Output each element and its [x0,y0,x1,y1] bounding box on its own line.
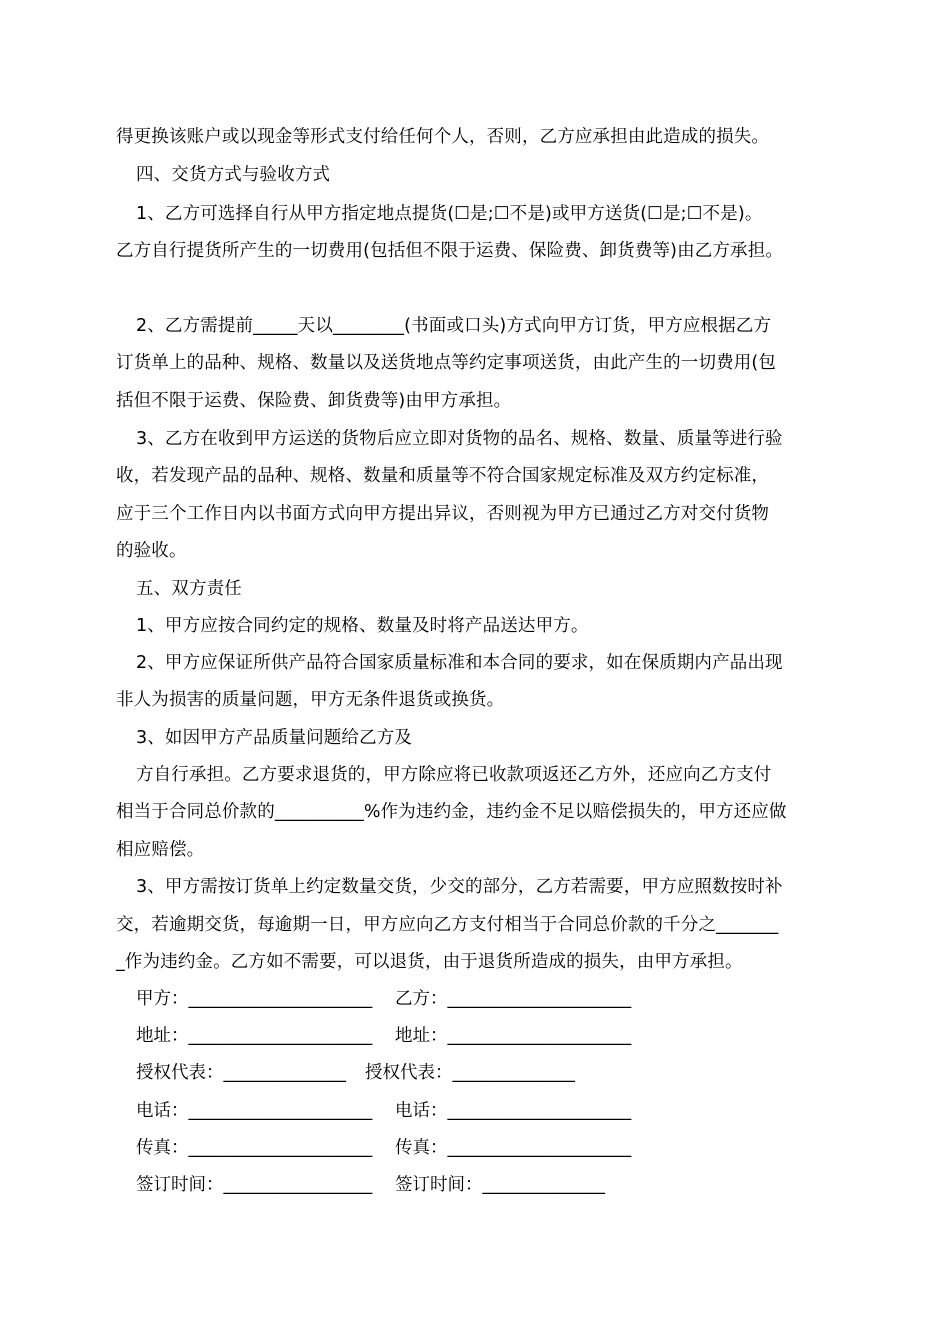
paragraph-line: 交，若逾期交货，每逾期一日，甲方应向乙方支付相当于合同总价款的千分之_______ [116,915,779,935]
party-a-name-field: 甲方：_____________________ [136,989,373,1009]
paragraph-line: 收，若发现产品的品种、规格、数量和质量等不符合国家规定标准及双方约定标准， [116,466,770,486]
party-b-representative-field: 授权代表：______________ [365,1063,575,1083]
paragraph-line: 1、乙方可选择自行从甲方指定地点提货(☐是;☐不是)或甲方送货(☐是;☐不是)。 [136,204,763,224]
paragraph-line: 乙方自行提货所产生的一切费用(包括但不限于运费、保险费、卸货费等)由乙方承担。 [116,241,784,261]
party-b-address-field: 地址：_____________________ [395,1026,632,1046]
paragraph-line: 2、乙方需提前_____天以________(书面或口头)方式向甲方订货，甲方应根据乙方 [136,316,772,336]
paragraph-line: 得更换该账户或以现金等形式支付给任何个人，否则，乙方应承担由此造成的损失。 [116,127,770,147]
paragraph-line: 3、甲方需按订货单上约定数量交货，少交的部分，乙方若需要，甲方应照数按时补 [136,877,783,897]
paragraph-line: 3、乙方在收到甲方运送的货物后应立即对货物的品名、规格、数量、质量等进行验 [136,429,783,449]
paragraph-line: 1、甲方应按合同约定的规格、数量及时将产品送达甲方。 [136,616,589,636]
paragraph-line: _作为违约金。乙方如不需要，可以退货，由于退货所造成的损失，由甲方承担。 [116,952,743,972]
party-a-fax-field: 传真：_____________________ [136,1138,373,1158]
party-a-phone-field: 电话：_____________________ [136,1101,373,1121]
paragraph-line: 括但不限于运费、保险费、卸货费等)由甲方承担。 [116,391,512,411]
party-a-representative-field: 授权代表：______________ [136,1063,346,1083]
paragraph-line: 应于三个工作日内以书面方式向甲方提出异议，否则视为甲方已通过乙方对交付货物 [116,504,770,524]
section-heading-5: 五、双方责任 [136,579,242,599]
party-b-phone-field: 电话：_____________________ [395,1101,632,1121]
party-b-fax-field: 传真：_____________________ [395,1138,632,1158]
party-a-address-field: 地址：_____________________ [136,1026,373,1046]
paragraph-line: 订货单上的品种、规格、数量以及送货地点等约定事项送货，由此产生的一切费用(包 [116,353,777,373]
paragraph-line: 相当于合同总价款的__________%作为违约金，违约金不足以赔偿损失的，甲方还应做 [116,802,787,822]
party-b-sign-date-field: 签订时间：______________ [395,1175,605,1195]
party-a-sign-date-field: 签订时间：_________________ [136,1175,373,1195]
paragraph-line: 非人为损害的质量问题，甲方无条件退货或换货。 [116,690,505,710]
section-heading-4: 四、交货方式与验收方式 [136,165,331,185]
party-b-name-field: 乙方：_____________________ [395,989,632,1009]
paragraph-line: 相应赔偿。 [116,840,205,860]
paragraph-line: 的验收。 [116,541,187,561]
paragraph-line: 2、甲方应保证所供产品符合国家质量标准和本合同的要求，如在保质期内产品出现 [136,653,783,673]
paragraph-line: 方自行承担。乙方要求退货的，甲方除应将已收款项返还乙方外，还应向乙方支付 [136,765,772,785]
paragraph-line: 3、如因甲方产品质量问题给乙方及 [136,728,413,748]
